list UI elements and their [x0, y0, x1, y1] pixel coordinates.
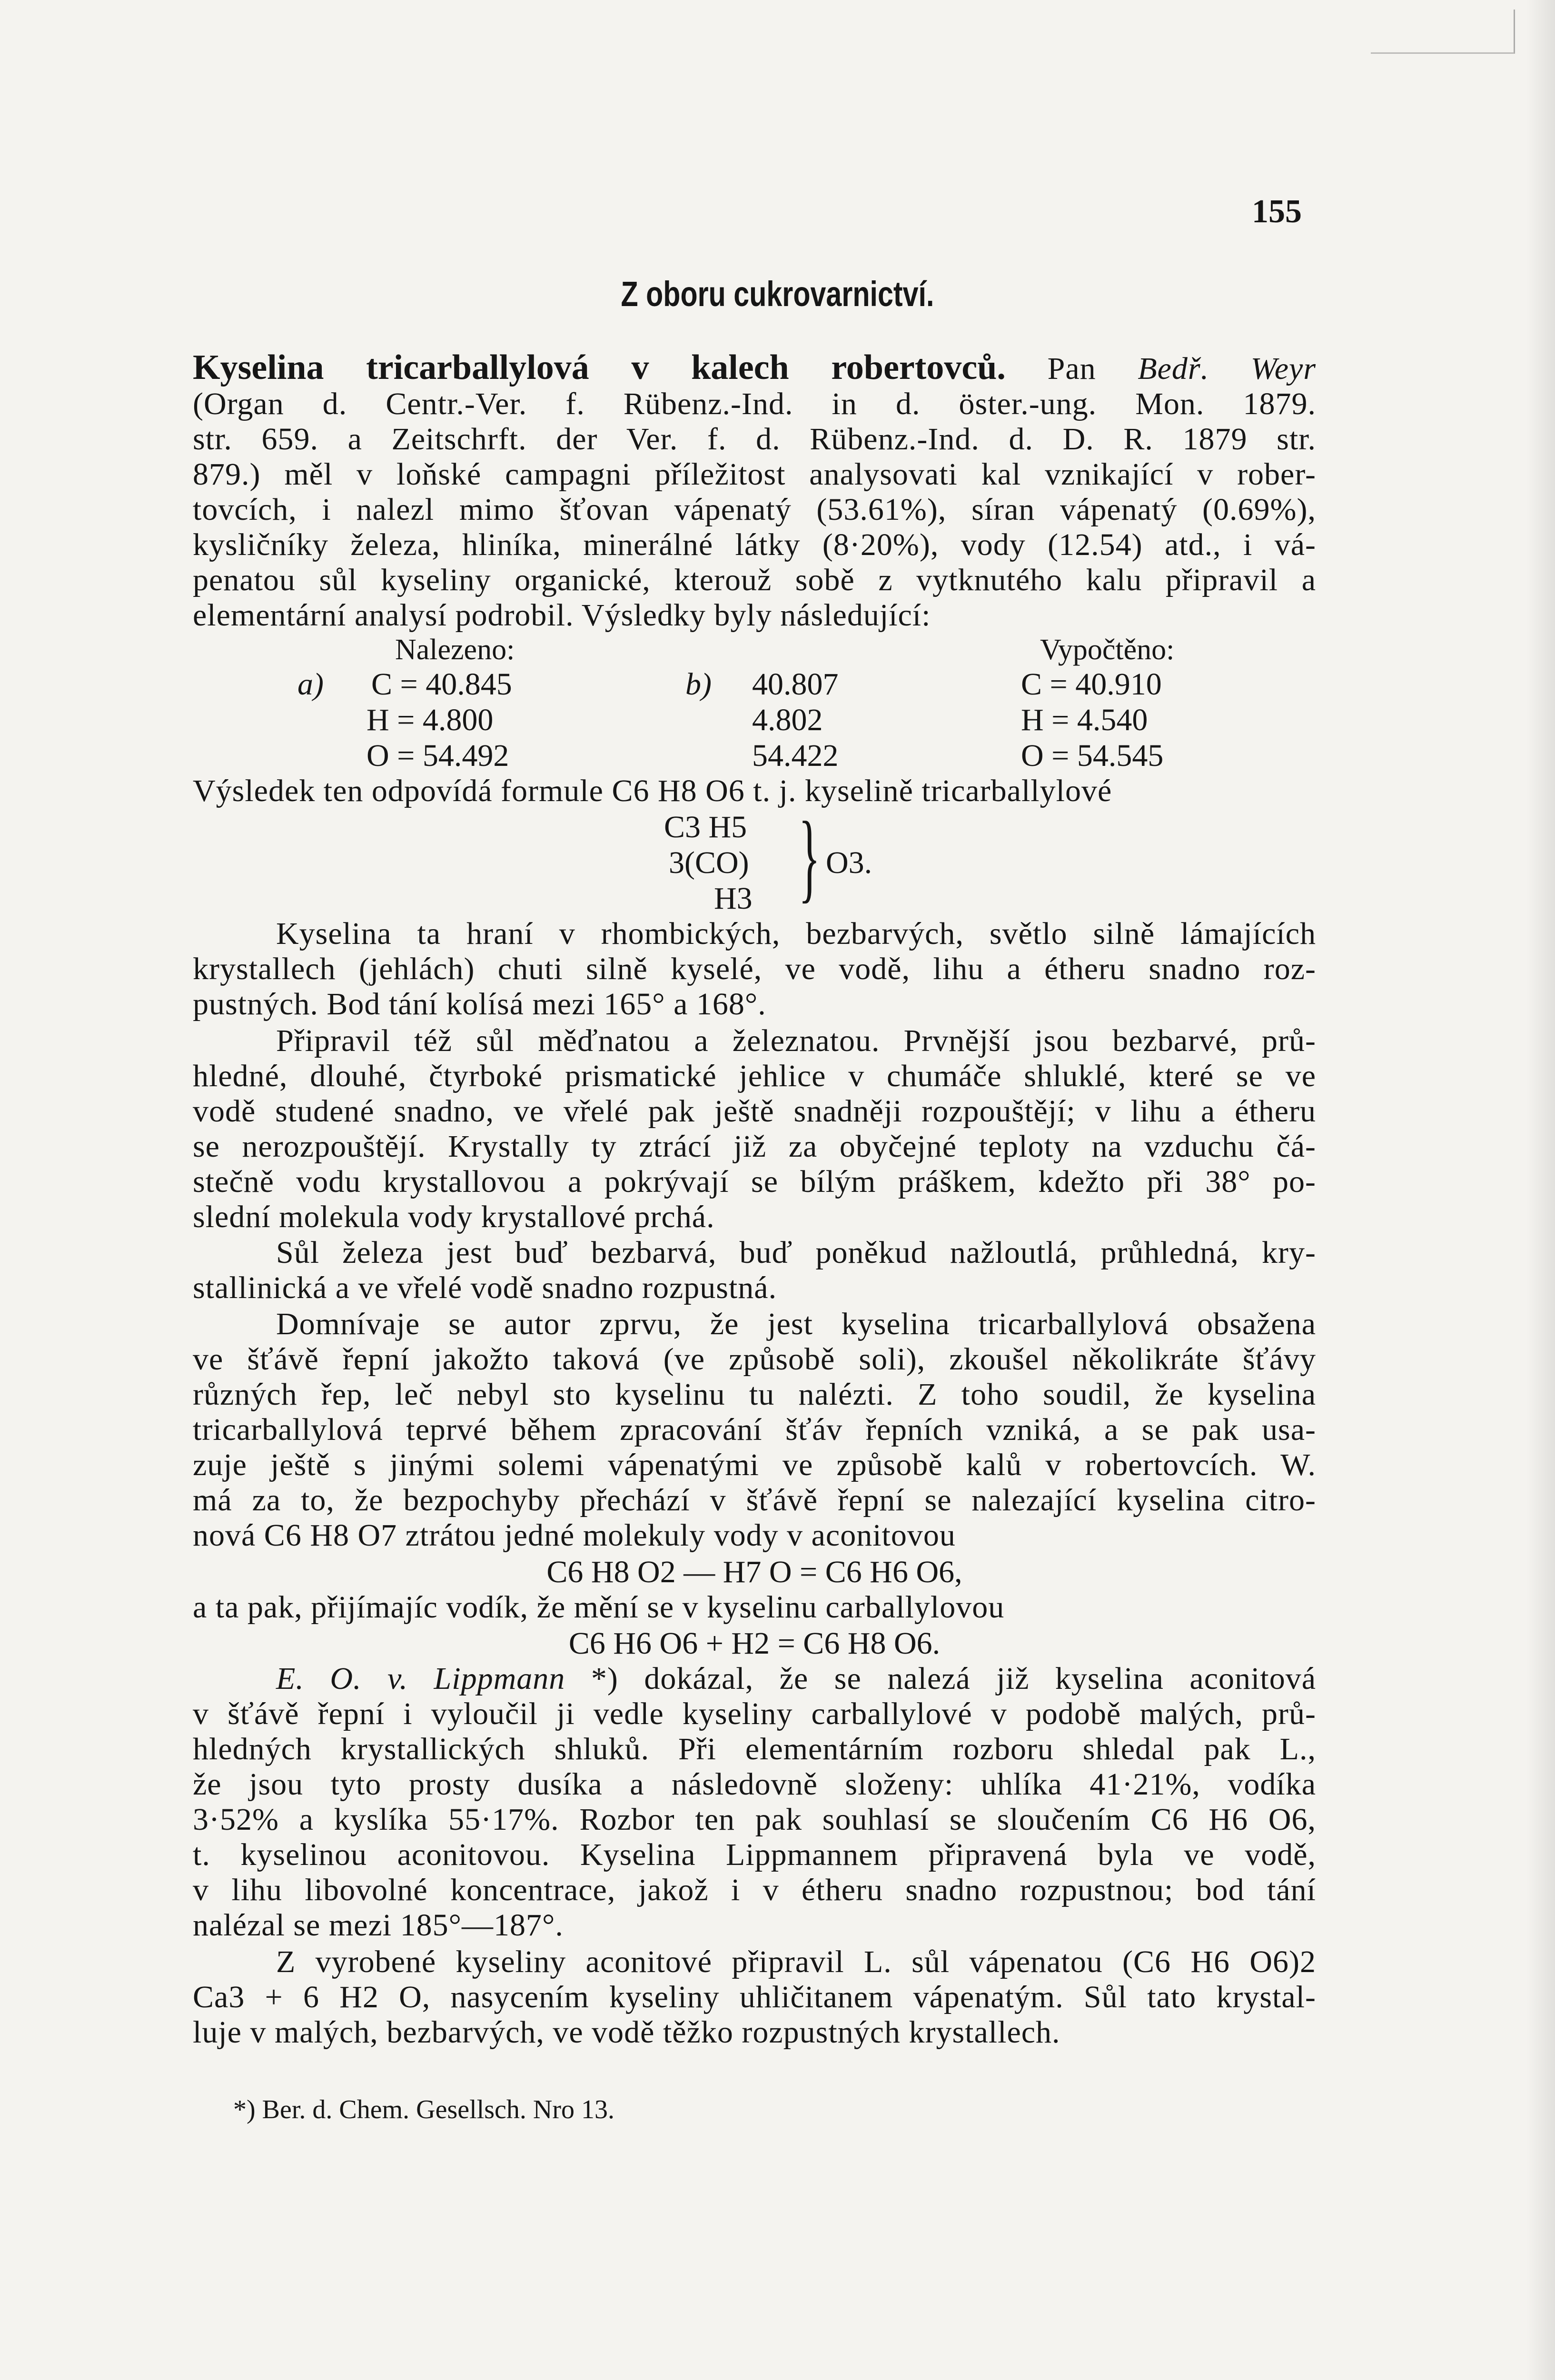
value-b-c: 40.807: [752, 667, 839, 702]
text-line: zuje ještě s jinými solemi vápenatými ve způsobě kalů v robertovcích. W.: [193, 1448, 1316, 1482]
scan-corner-mark: [1371, 10, 1515, 54]
author-prefix: Pan: [1047, 351, 1096, 386]
value-calc-h: H = 4.540: [1021, 703, 1148, 737]
paragraph-crystals: [193, 916, 1316, 1022]
text-line: Sůl železa jest buď bezbarvá, buď poněkud nažloutlá, průhledná, kry-: [276, 1235, 1316, 1270]
row-a-label: a): [297, 667, 324, 702]
text-line: v šťávě řepní i vyloučil ji vedle kyseliny carballylové v podobě malých, prů-: [193, 1696, 1316, 1731]
value-b-o: 54.422: [752, 738, 839, 773]
text-line: luje v malých, bezbarvých, ve vodě těžko rozpustných krystallech.: [193, 2015, 1060, 2050]
struct-suffix: O3.: [826, 845, 872, 880]
intro-line: str. 659. a Zeitschrft. der Ver. f. d. Rübenz.-Ind. d. D. R. 1879 str.: [193, 422, 1316, 456]
text-line: pustných. Bod tání kolísá mezi 165° a 168°.: [193, 987, 766, 1021]
calculated-label: Vypočtěno:: [1040, 634, 1175, 666]
value-calc-c: C = 40.910: [1021, 667, 1162, 702]
result-line: Výsledek ten odpovídá formule C6 H8 O6 t. j. kyselině tricarballylové: [193, 774, 1112, 808]
paragraph-lippmann: [193, 1661, 1316, 1943]
text-line: má za to, že bezpochyby přechází v šťávě řepní se nalezající kyselina citro-: [193, 1483, 1316, 1517]
text-line: [193, 1661, 1316, 1696]
text-line: Připravil též sůl měďnatou a železnatou. Prvnější jsou bezbarvé, prů-: [276, 1023, 1316, 1058]
brace-symbol: }: [798, 802, 821, 912]
intro-line: tovcích, i nalezl mimo šťovan vápenatý (53.61%), síran vápenatý (0.69%),: [193, 492, 1316, 527]
value-calc-o: O = 54.545: [1021, 738, 1164, 773]
text-line: stečně vodu krystallovou a pokrývají se bílým práškem, kdežto při 38° po-: [193, 1164, 1316, 1199]
intro-line: kysličníky železa, hliníka, minerálné látky (8·20%), vody (12.54) atd., i vá-: [193, 527, 1316, 562]
footnote: *) Ber. d. Chem. Gesellsch. Nro 13.: [233, 2095, 614, 2124]
article-intro: [193, 350, 1316, 633]
paragraph-calcium-salt: [193, 1944, 1316, 2050]
text-line: 3·52% a kyslíka 55·17%. Rozbor ten pak souhlasí se sloučením C6 H6 O6,: [193, 1802, 1316, 1837]
text-line: hledné, dlouhé, čtyrboké prismatické jehlice v chumáče shluklé, které se ve: [193, 1059, 1316, 1093]
intro-line: penatou sůl kyseliny organické, kterouž sobě z vytknutého kalu připravil a: [193, 563, 1316, 597]
text-line: nalézal se mezi 185°—187°.: [193, 1908, 564, 1943]
text-line: vodě studené snadno, ve vřelé pak ještě snadněji rozpouštějí; v lihu a étheru: [193, 1094, 1316, 1129]
article-heading-line: [193, 350, 1316, 387]
intro-line: (Organ d. Centr.-Ver. f. Rübenz.-Ind. in d. öster.-ung. Mon. 1879.: [193, 387, 1316, 421]
equation-1: C6 H8 O2 — H7 O = C6 H6 O6,: [546, 1555, 962, 1589]
text-line: se nerozpouštějí. Krystally ty ztrácí již za obyčejné teploty na vzduchu čá-: [193, 1129, 1316, 1164]
struct-line-1: C3 H5: [664, 810, 747, 844]
text-line: t. kyselinou aconitovou. Kyselina Lippmannem připravená byla ve vodě,: [193, 1837, 1316, 1872]
section-title: Z oboru cukrovarnictví.: [621, 274, 934, 314]
intro-line: elementární analysí podrobil. Výsledky byly následující:: [193, 598, 931, 633]
text-line: hledných krystallických shluků. Při elementárním rozboru shledal pak L.,: [193, 1732, 1316, 1766]
text-line: v lihu libovolné koncentrace, jakož i v étheru snadno rozpustnou; bod tání: [193, 1873, 1316, 1907]
text-line: že jsou tyto prosty dusíka a následovně složeny: uhlíka 41·21%, vodíka: [193, 1767, 1316, 1802]
paragraph-salts: [193, 1023, 1316, 1235]
text-line: tricarballylová teprvé během zpracování šťáv řepních vzniká, a se pak usa-: [193, 1412, 1316, 1447]
text-line: ve šťávě řepní jakožto taková (ve způsobě soli), zkoušel několikráte šťávy: [193, 1342, 1316, 1377]
text-line: slední molekula vody krystallové prchá.: [193, 1200, 715, 1234]
text-fragment: *) dokázal, že se nalezá již kyselina aconitová: [591, 1661, 1316, 1696]
text-line: stallinická a ve vřelé vodě snadno rozpustná.: [193, 1270, 777, 1305]
text-line: krystallech (jehlách) chuti silně kyselé, ve vodě, lihu a étheru snadno roz-: [193, 952, 1316, 986]
value-a-h: H = 4.800: [366, 703, 494, 737]
value-a-c: C = 40.845: [371, 667, 512, 702]
scan-edge-shadow: [1526, 0, 1555, 2380]
value-a-o: O = 54.492: [366, 738, 509, 773]
struct-line-2: 3(CO): [669, 845, 749, 880]
row-b-label: b): [685, 667, 712, 702]
text-line: Kyselina ta hraní v rhombických, bezbarvých, světlo silně lámajících: [276, 916, 1316, 951]
struct-line-3: H3: [714, 881, 753, 916]
text-line: Ca3 + 6 H2 O, nasycením kyseliny uhličitanem vápenatým. Sůl tato krystal-: [193, 1980, 1316, 2014]
text-line: a ta pak, přijímajíc vodík, že mění se v kyselinu carballylovou: [193, 1590, 1005, 1625]
text-line: Z vyrobené kyseliny aconitové připravil L. sůl vápenatou (C6 H6 O6)2: [276, 1944, 1316, 1979]
found-label: Nalezeno:: [395, 634, 515, 666]
text-line: Domnívaje se autor zprvu, že jest kyselina tricarballylová obsažena: [276, 1307, 1316, 1341]
paragraph-hypothesis: [193, 1307, 1316, 1553]
page-number: 155: [1252, 193, 1302, 230]
text-line: různých řep, leč nebyl sto kyselinu tu nalézti. Z toho soudil, že kyselina: [193, 1377, 1316, 1412]
author-name: Bedř. Weyr: [1138, 351, 1316, 386]
text-line: nová C6 H8 O7 ztrátou jedné molekuly vody v aconitovou: [193, 1518, 956, 1553]
lippmann-author: E. O. v. Lippmann: [276, 1661, 565, 1696]
value-b-h: 4.802: [752, 703, 823, 737]
intro-line: 879.) měl v loňské campagni příležitost analysovati kal vznikající v rober-: [193, 457, 1316, 492]
article-title: Kyselina tricarballylová v kalech robertovců.: [193, 348, 1006, 387]
paragraph-iron-salt: [193, 1235, 1316, 1306]
equation-2: C6 H6 O6 + H2 = C6 H8 O6.: [568, 1626, 941, 1661]
